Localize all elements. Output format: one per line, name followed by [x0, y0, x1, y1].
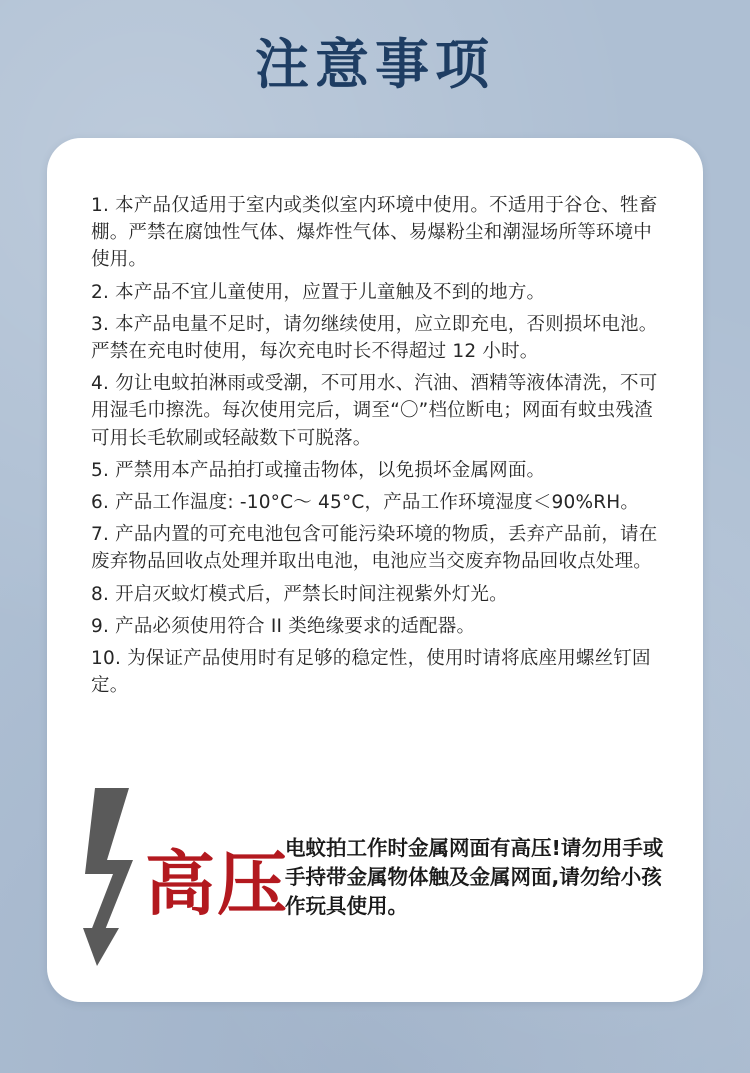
note-item: 10. 为保证产品使用时有足够的稳定性，使用时请将底座用螺丝钉固定。: [91, 648, 651, 697]
notes-card: [47, 138, 703, 1002]
note-item: 2. 本产品不宜儿童使用，应置于儿童触及不到的地方。: [91, 281, 546, 303]
note-item: 3. 本产品电量不足时，请勿继续使用，应立即充电，否则损坏电池。严禁在充电时使用，每次充电时长不得超过 12 小时。: [91, 313, 658, 363]
page-title: 注意事项: [255, 33, 495, 96]
high-voltage-label: 高压: [145, 843, 289, 925]
note-item: 6. 产品工作温度: -10°C～ 45°C，产品工作环境湿度＜90%RH。: [91, 492, 640, 514]
note-item: 5. 严禁用本产品拍打或撞击物体，以免损坏金属网面。: [91, 459, 546, 481]
high-voltage-warning: [67, 788, 687, 978]
note-item: 7. 产品内置的可充电池包含可能污染环境的物质，丢弃产品前，请在废弃物品回收点处理并取出电池，电池应当交废弃物品回收点处理。: [91, 524, 658, 573]
notes-list: [91, 192, 663, 704]
lightning-bolt-icon: [67, 788, 147, 978]
note-item: 4. 勿让电蚊拍淋雨或受潮，不可用水、汽油、酒精等液体清洗，不可用湿毛巾擦洗。每次使用完后，调至“〇”档位断电；网面有蚊虫残渣可用长毛软刷或轻敲数下可脱落。: [91, 373, 658, 449]
note-item: 8. 开启灭蚊灯模式后，严禁长时间注视紫外灯光。: [91, 583, 508, 605]
warning-text: 电蚊拍工作时金属网面有高压!请勿用手或手持带金属物体触及金属网面,请勿给小孩作玩具使用。: [285, 836, 664, 918]
note-item: 9. 产品必须使用符合 II 类绝缘要求的适配器。: [91, 615, 476, 637]
note-item: 1. 本产品仅适用于室内或类似室内环境中使用。不适用于谷仓、牲畜棚。严禁在腐蚀性气体、爆炸性气体、易爆粉尘和潮湿场所等环境中使用。: [91, 195, 658, 271]
